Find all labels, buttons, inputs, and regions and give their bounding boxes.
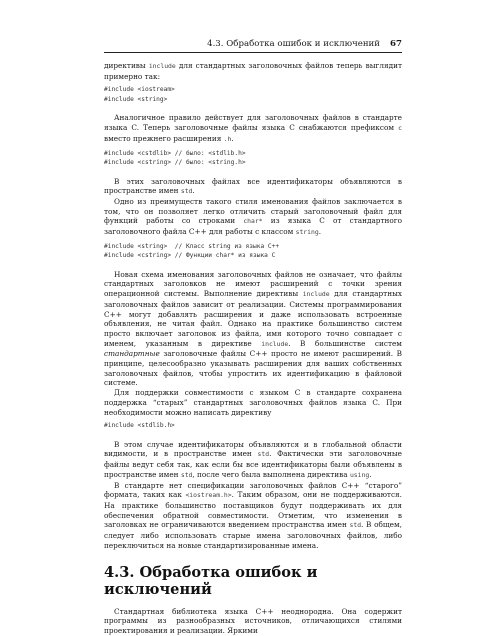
inline-code: include [148,62,176,70]
page-body [104,61,402,636]
paragraph: В стандарте нет спецификации заголовочных файлов C++ “старого” формата, таких как <iostream.h>. Таким образом, они не поддерживаются. На практике большинство поставщиков будут поддерживать их для обеспечения обратной совместимости. Отметим, что изменения в заголовках не ограничиваются введением пространства имен std. В общем, следует либо использовать старые имена заголовочных файлов, либо переключиться на новые стандартизированные имена. [104,480,402,550]
code-line: #include <cstring> // Функции char* из языка C [104,252,276,260]
section-heading: 4.3. Обработка ошибок и исключений [104,563,318,598]
inline-code: string [295,228,319,237]
header-section-title: 4.3. Обработка ошибок и исключений [207,39,381,49]
code-block [104,242,402,261]
code-line: #include <iostream> [104,86,175,94]
code-block [104,85,402,104]
paragraph: Стандартная библиотека языка C++ неоднородна. Она содержит программы из разнообразных источников, отличающихся стилями проектирования и реализации. Яркими [104,606,402,635]
inline-code: std [257,450,270,459]
inline-code: std [180,187,193,196]
paragraph: Одно из преимуществ такого стиля именования файлов заключается в том, что он позволяет легко отличить старый заголовочный файл для функций работы со строками char* из языка C от стандартного заголовочного файла C++ для работы с классом string. [104,196,402,237]
page-number: 67 [390,39,402,49]
paragraph: В этих заголовочных файлах все идентификаторы объявляются в пространстве имен std. [104,176,402,196]
paragraph: Аналогичное правило действует для заголовочных файлов в стандарте языка C. Теперь заголовочные файлы языка C снабжаются префиксом c вместо прежнего расширения .h. [104,113,402,143]
inline-code: .h [223,134,232,143]
inline-code: c [398,124,402,133]
inline-code: char* [243,217,263,226]
paragraph: Новая схема именования заголовочных файлов не означает, что файлы стандартных заголовков не имеют расширений с точки зрения операционной системы. Выполнение директивы include для стандартных заголовочных файлов зависит от реализации. Системы программирования C++ могут добавлять расширения и даже использовать встроенные объявления, не читая файл. Однако на практике большинство систем просто включает заголовок из файла, имя которого точно совпадает с именем, указанным в директиве include. В большинстве систем стандартные заголовочные файлы C++ просто не имеют расширений. В принципе, целесообразно указывать расширения для ваших собственных заголовочных файлов, чтобы упростить их идентификацию в файловой системе. [104,269,403,388]
inline-code: include [302,290,330,299]
inline-code: using [349,470,370,479]
paragraph: Для поддержки совместимости с языком C в стандарте сохранена поддержка “старых” стандартных заголовочных файлов языка C. При необходимости можно написать директиву [104,388,402,417]
code-block [104,149,402,168]
paragraph: В этом случае идентификаторы объявляются и в глобальной области видимости, и в пространстве имен std. Фактически эти заголовочные файлы ведут себя так, как если бы все идентификаторы были объявлены в пространстве имен std, после чего была выполнена директива using. [104,439,402,479]
emphasis: стандартные [104,349,160,359]
code-line: #include <string> // Класс string из языка C++ [104,242,280,250]
inline-code: <iostream.h> [185,491,232,500]
inline-code: std [180,470,193,479]
code-line: #include <string> [104,95,168,103]
code-block [104,421,402,431]
running-header [104,39,402,53]
inline-code: std [349,521,362,530]
code-line: #include <cstring> // было: <string.h> [104,159,246,167]
paragraph: директивы include для стандартных заголовочных файлов теперь выглядит примерно так: [104,61,402,81]
code-line: #include <stdlib.h> [104,422,175,430]
code-line: #include <cstdlib> // было: <stdlib.h> [104,149,246,157]
inline-code: include [261,339,289,348]
